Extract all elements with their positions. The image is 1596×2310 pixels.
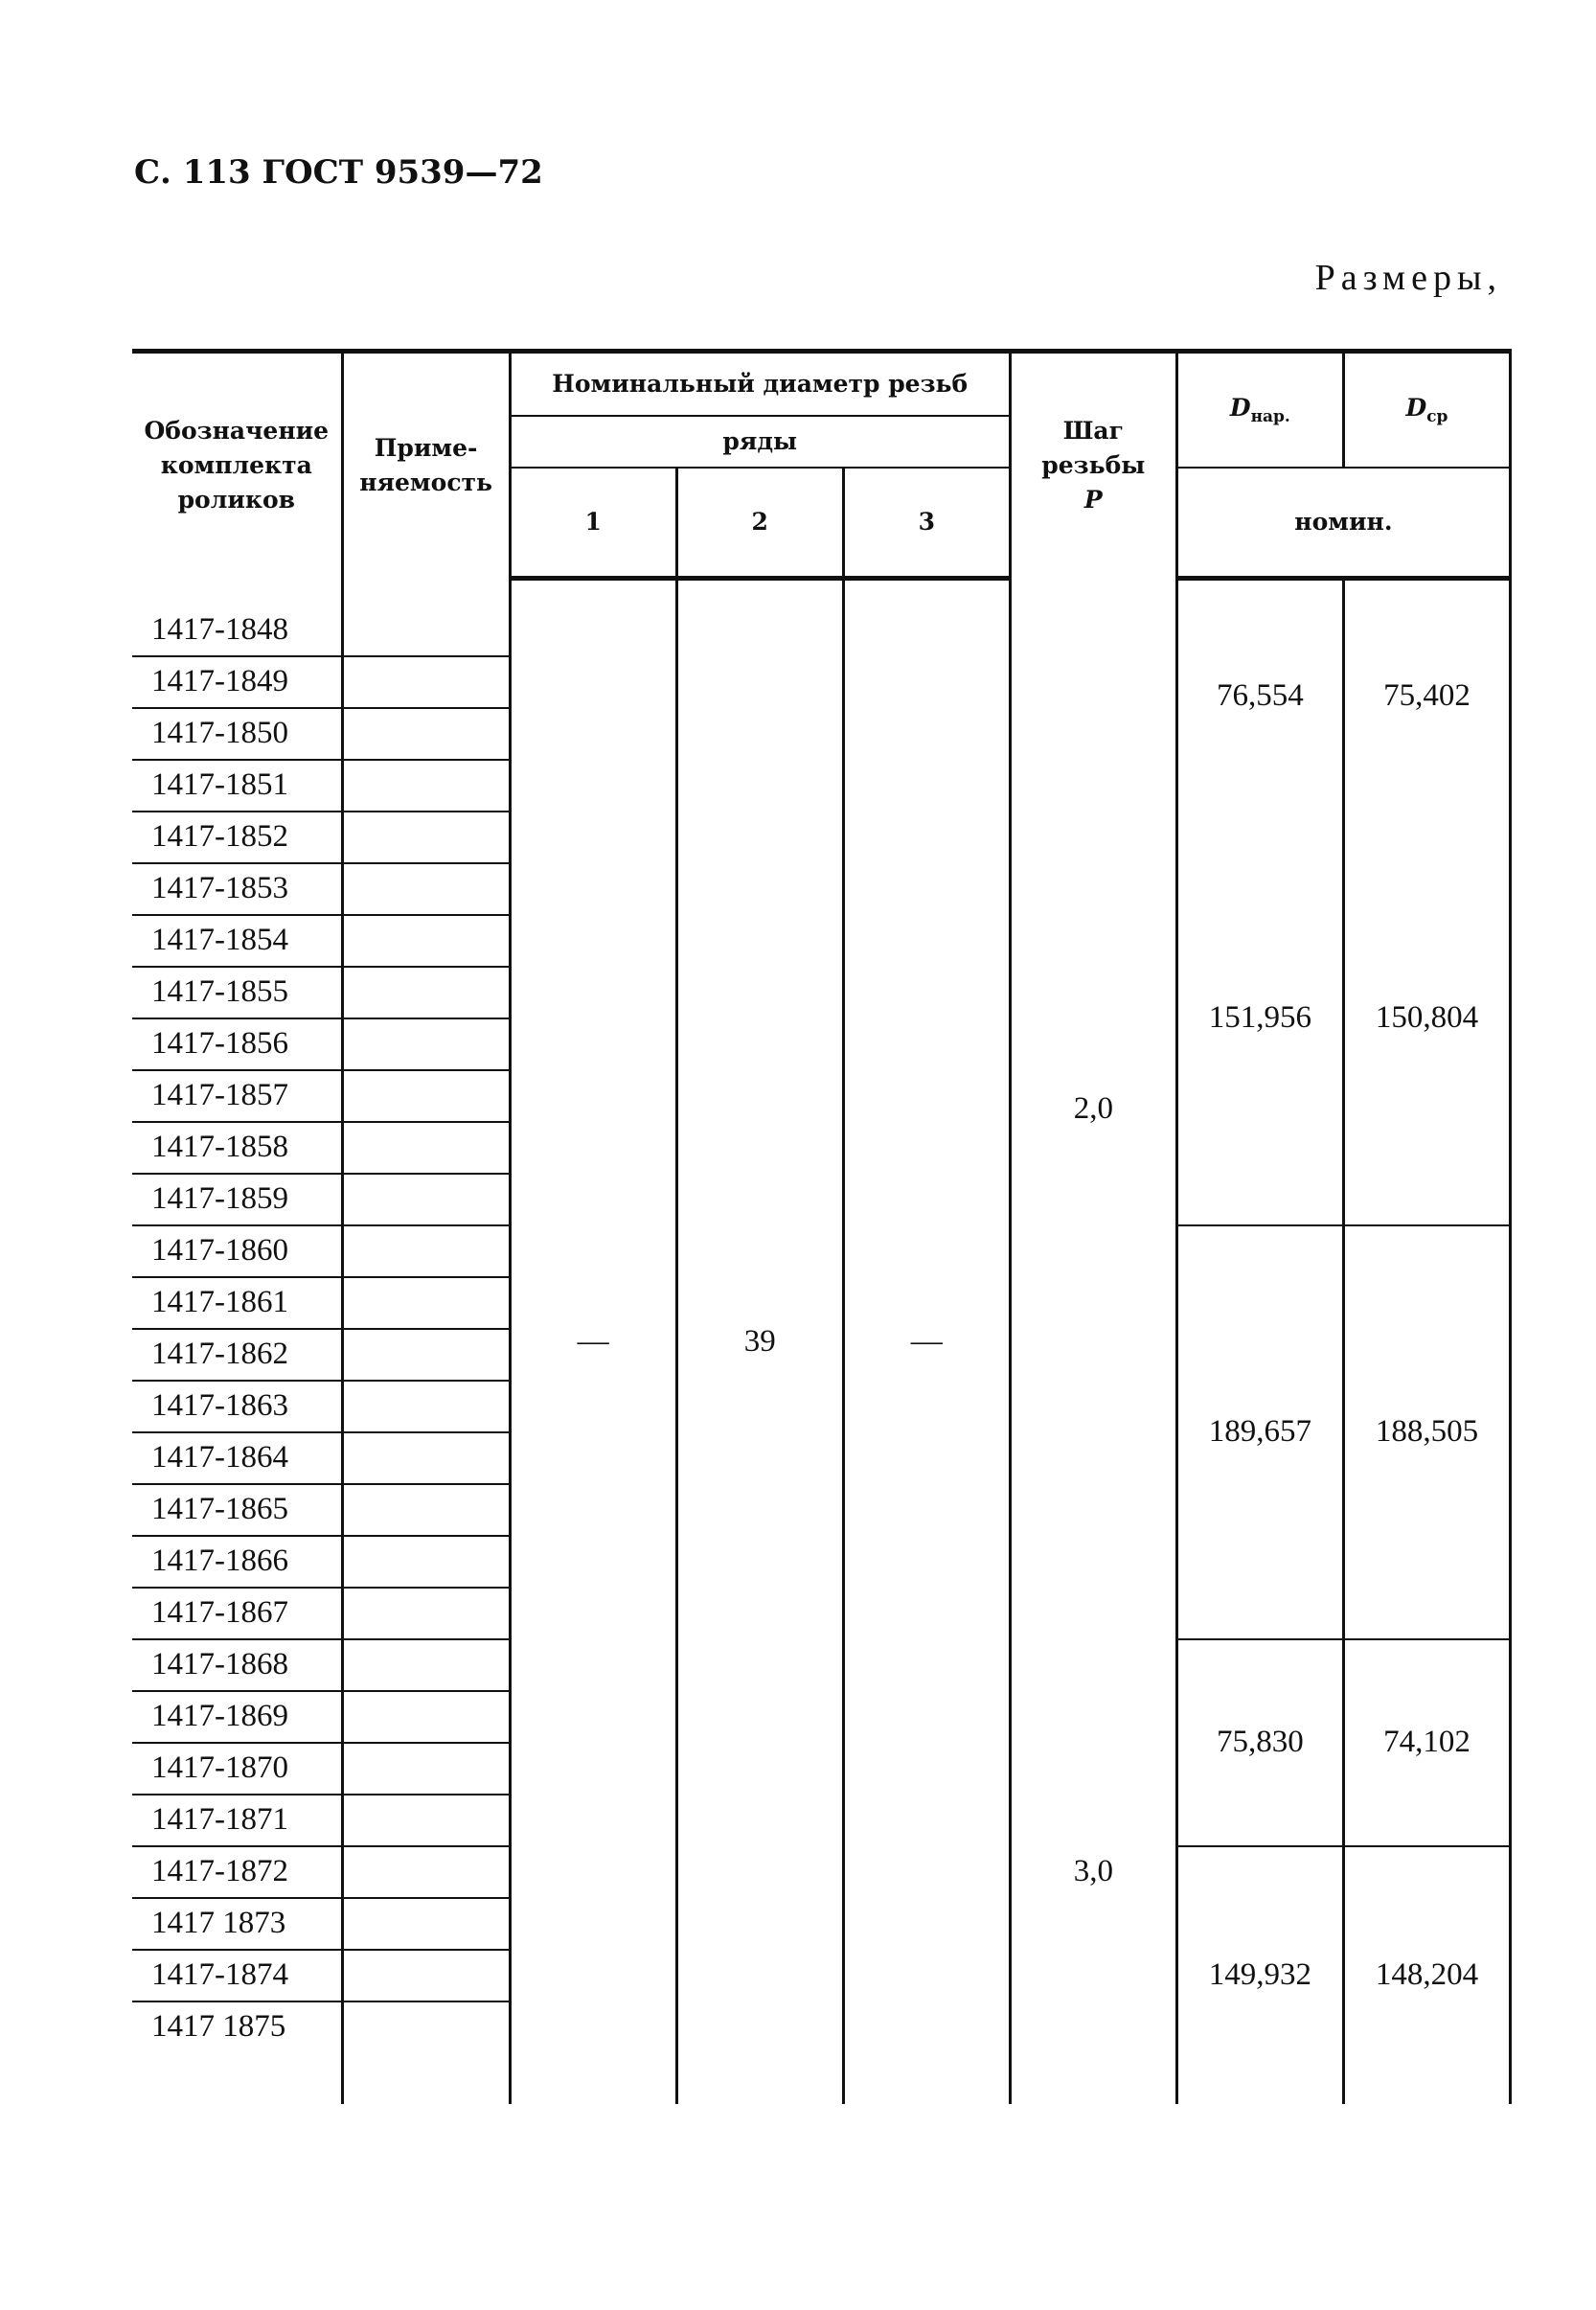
applicability-cell — [342, 1018, 510, 1070]
applicability-cell — [342, 812, 510, 863]
applicability-cell — [342, 1536, 510, 1588]
nominal-header: номин. — [1176, 468, 1510, 579]
applicability-header: Приме- няемость — [342, 352, 510, 579]
set-code: 1417-1871 — [132, 1795, 342, 1846]
applicability-cell — [342, 1174, 510, 1225]
page-header: С. 113 ГОСТ 9539—72 — [134, 153, 543, 192]
applicability-cell — [342, 1277, 510, 1329]
set-code: 1417-1869 — [132, 1691, 342, 1743]
applicability-cell — [342, 967, 510, 1018]
set-code: 1417-1856 — [132, 1018, 342, 1070]
row-2-value: 39 — [676, 579, 843, 2104]
set-code: 1417-1861 — [132, 1277, 342, 1329]
d-mid-header: $D_{ср}$ — [1343, 352, 1510, 469]
applicability-cell — [342, 2001, 510, 2052]
set-code: 1417-1857 — [132, 1070, 342, 1122]
d-outer-header: $D_{нар.}$ — [1176, 352, 1343, 469]
set-code: 1417-1850 — [132, 708, 342, 760]
row-3-header: 3 — [843, 468, 1010, 579]
applicability-cell — [342, 1225, 510, 1277]
applicability-cell — [342, 915, 510, 967]
applicability-cell — [342, 606, 510, 656]
set-code: 1417-1868 — [132, 1639, 342, 1691]
applicability-cell — [342, 1691, 510, 1743]
set-code: 1417-1855 — [132, 967, 342, 1018]
set-code: 1417-1852 — [132, 812, 342, 863]
applicability-cell — [342, 1381, 510, 1432]
set-code: 1417-1848 — [132, 606, 342, 656]
d-outer-value: 75,830 — [1176, 1639, 1343, 1846]
set-code: 1417 1875 — [132, 2001, 342, 2052]
applicability-cell — [342, 708, 510, 760]
set-code: 1417-1865 — [132, 1484, 342, 1536]
applicability-cell — [342, 1432, 510, 1484]
set-code: 1417-1870 — [132, 1743, 342, 1795]
set-code: 1417-1862 — [132, 1329, 342, 1381]
set-code: 1417-1851 — [132, 760, 342, 812]
row-3-value: — — [843, 579, 1010, 2104]
applicability-cell — [342, 1070, 510, 1122]
set-code: 1417 1873 — [132, 1898, 342, 1950]
row-2-header: 2 — [676, 468, 843, 579]
applicability-cell — [342, 656, 510, 708]
row-1-header: 1 — [510, 468, 676, 579]
applicability-cell — [342, 760, 510, 812]
roller-set-table — [132, 349, 1512, 2104]
row-1-value: — — [510, 579, 676, 2104]
d-mid-value: 148,204 — [1343, 1846, 1510, 2104]
set-code: 1417-1858 — [132, 1122, 342, 1174]
d-outer-value: 76,554 — [1176, 579, 1343, 812]
set-code: 1417-1859 — [132, 1174, 342, 1225]
set-code: 1417-1853 — [132, 863, 342, 915]
set-code: 1417-1849 — [132, 656, 342, 708]
d-outer-value: 151,956 — [1176, 812, 1343, 1225]
d-mid-value: 150,804 — [1343, 812, 1510, 1225]
applicability-cell — [342, 1950, 510, 2001]
set-code: 1417-1874 — [132, 1950, 342, 2001]
applicability-cell — [342, 1588, 510, 1639]
applicability-cell — [342, 1484, 510, 1536]
d-outer-value: 189,657 — [1176, 1225, 1343, 1639]
rows-header: ряды — [510, 416, 1010, 468]
nominal-diameter-header: Номинальный диаметр резьб — [510, 352, 1010, 417]
pitch-value: 3,0 — [1010, 1639, 1176, 2104]
set-code: 1417-1860 — [132, 1225, 342, 1277]
applicability-cell — [342, 1122, 510, 1174]
d-mid-value: 75,402 — [1343, 579, 1510, 812]
set-code: 1417-1867 — [132, 1588, 342, 1639]
applicability-cell — [342, 1743, 510, 1795]
d-outer-value: 149,932 — [1176, 1846, 1343, 2104]
applicability-cell — [342, 863, 510, 915]
applicability-cell — [342, 1898, 510, 1950]
pitch-header: Шаг резьбы P — [1010, 352, 1176, 579]
d-mid-value: 74,102 — [1343, 1639, 1510, 1846]
set-code: 1417-1866 — [132, 1536, 342, 1588]
set-code: 1417-1872 — [132, 1846, 342, 1898]
applicability-cell — [342, 1639, 510, 1691]
set-code: 1417-1854 — [132, 915, 342, 967]
applicability-cell — [342, 1846, 510, 1898]
applicability-cell — [342, 1795, 510, 1846]
d-mid-value: 188,505 — [1343, 1225, 1510, 1639]
set-code: 1417-1863 — [132, 1381, 342, 1432]
units-label: Размеры, — [1314, 258, 1502, 298]
designation-header: Обозначение комплекта роликов — [132, 352, 342, 579]
pitch-value: 2,0 — [1010, 579, 1176, 1639]
set-code: 1417-1864 — [132, 1432, 342, 1484]
applicability-cell — [342, 1329, 510, 1381]
